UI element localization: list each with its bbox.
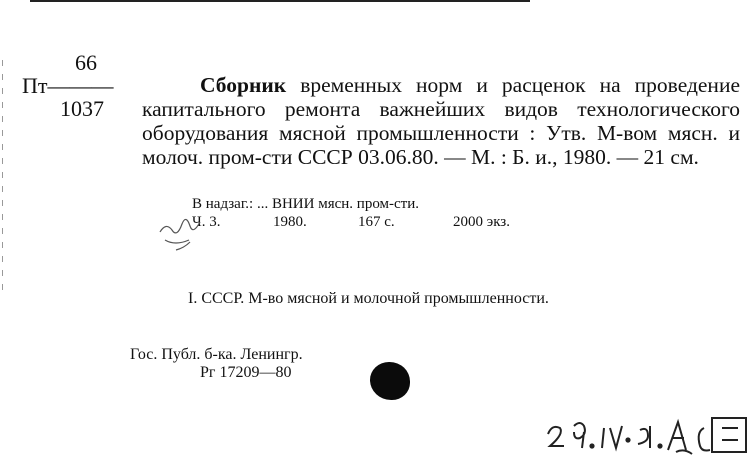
handwritten-note-text: 29.IV.81. А ЭБ — [548, 451, 561, 453]
volume-part: Ч. 3. — [192, 214, 221, 230]
library-record-number: Рг 17209—80 — [200, 364, 292, 381]
volume-copies: 2000 экз. — [453, 214, 510, 230]
header-note: В надзаг.: ... ВНИИ мясн. пром-сти. — [192, 196, 420, 212]
volume-pages: 167 с. — [358, 214, 395, 230]
library-name: Гос. Публ. б-ка. Ленингр. — [130, 346, 303, 363]
shelfmark-middle: Пт——— — [22, 73, 114, 98]
subject-heading: I. СССР. М-во мясной и молочной промышленности. — [188, 290, 549, 307]
card-left-edge-marks — [2, 60, 3, 290]
card-top-edge — [30, 0, 530, 2]
ink-blot — [370, 362, 410, 400]
entry-title-rest: временных норм и расценок на проведение капитального ремонта важнейших видов технологического оборудования мясной промышленности : Утв. М-вом мясн. и молоч. пром-сти СССР 03.06.80. — М. : Б. и., 1980. — 21 см. — [142, 73, 740, 169]
handwritten-note — [548, 418, 746, 454]
shelfmark-bottom: 1037 — [60, 96, 104, 121]
entry-title-bold: Сборник — [200, 73, 287, 97]
volume-year: 1980. — [273, 214, 307, 230]
bibliographic-entry — [142, 73, 740, 169]
shelfmark-top: 66 — [75, 50, 97, 75]
